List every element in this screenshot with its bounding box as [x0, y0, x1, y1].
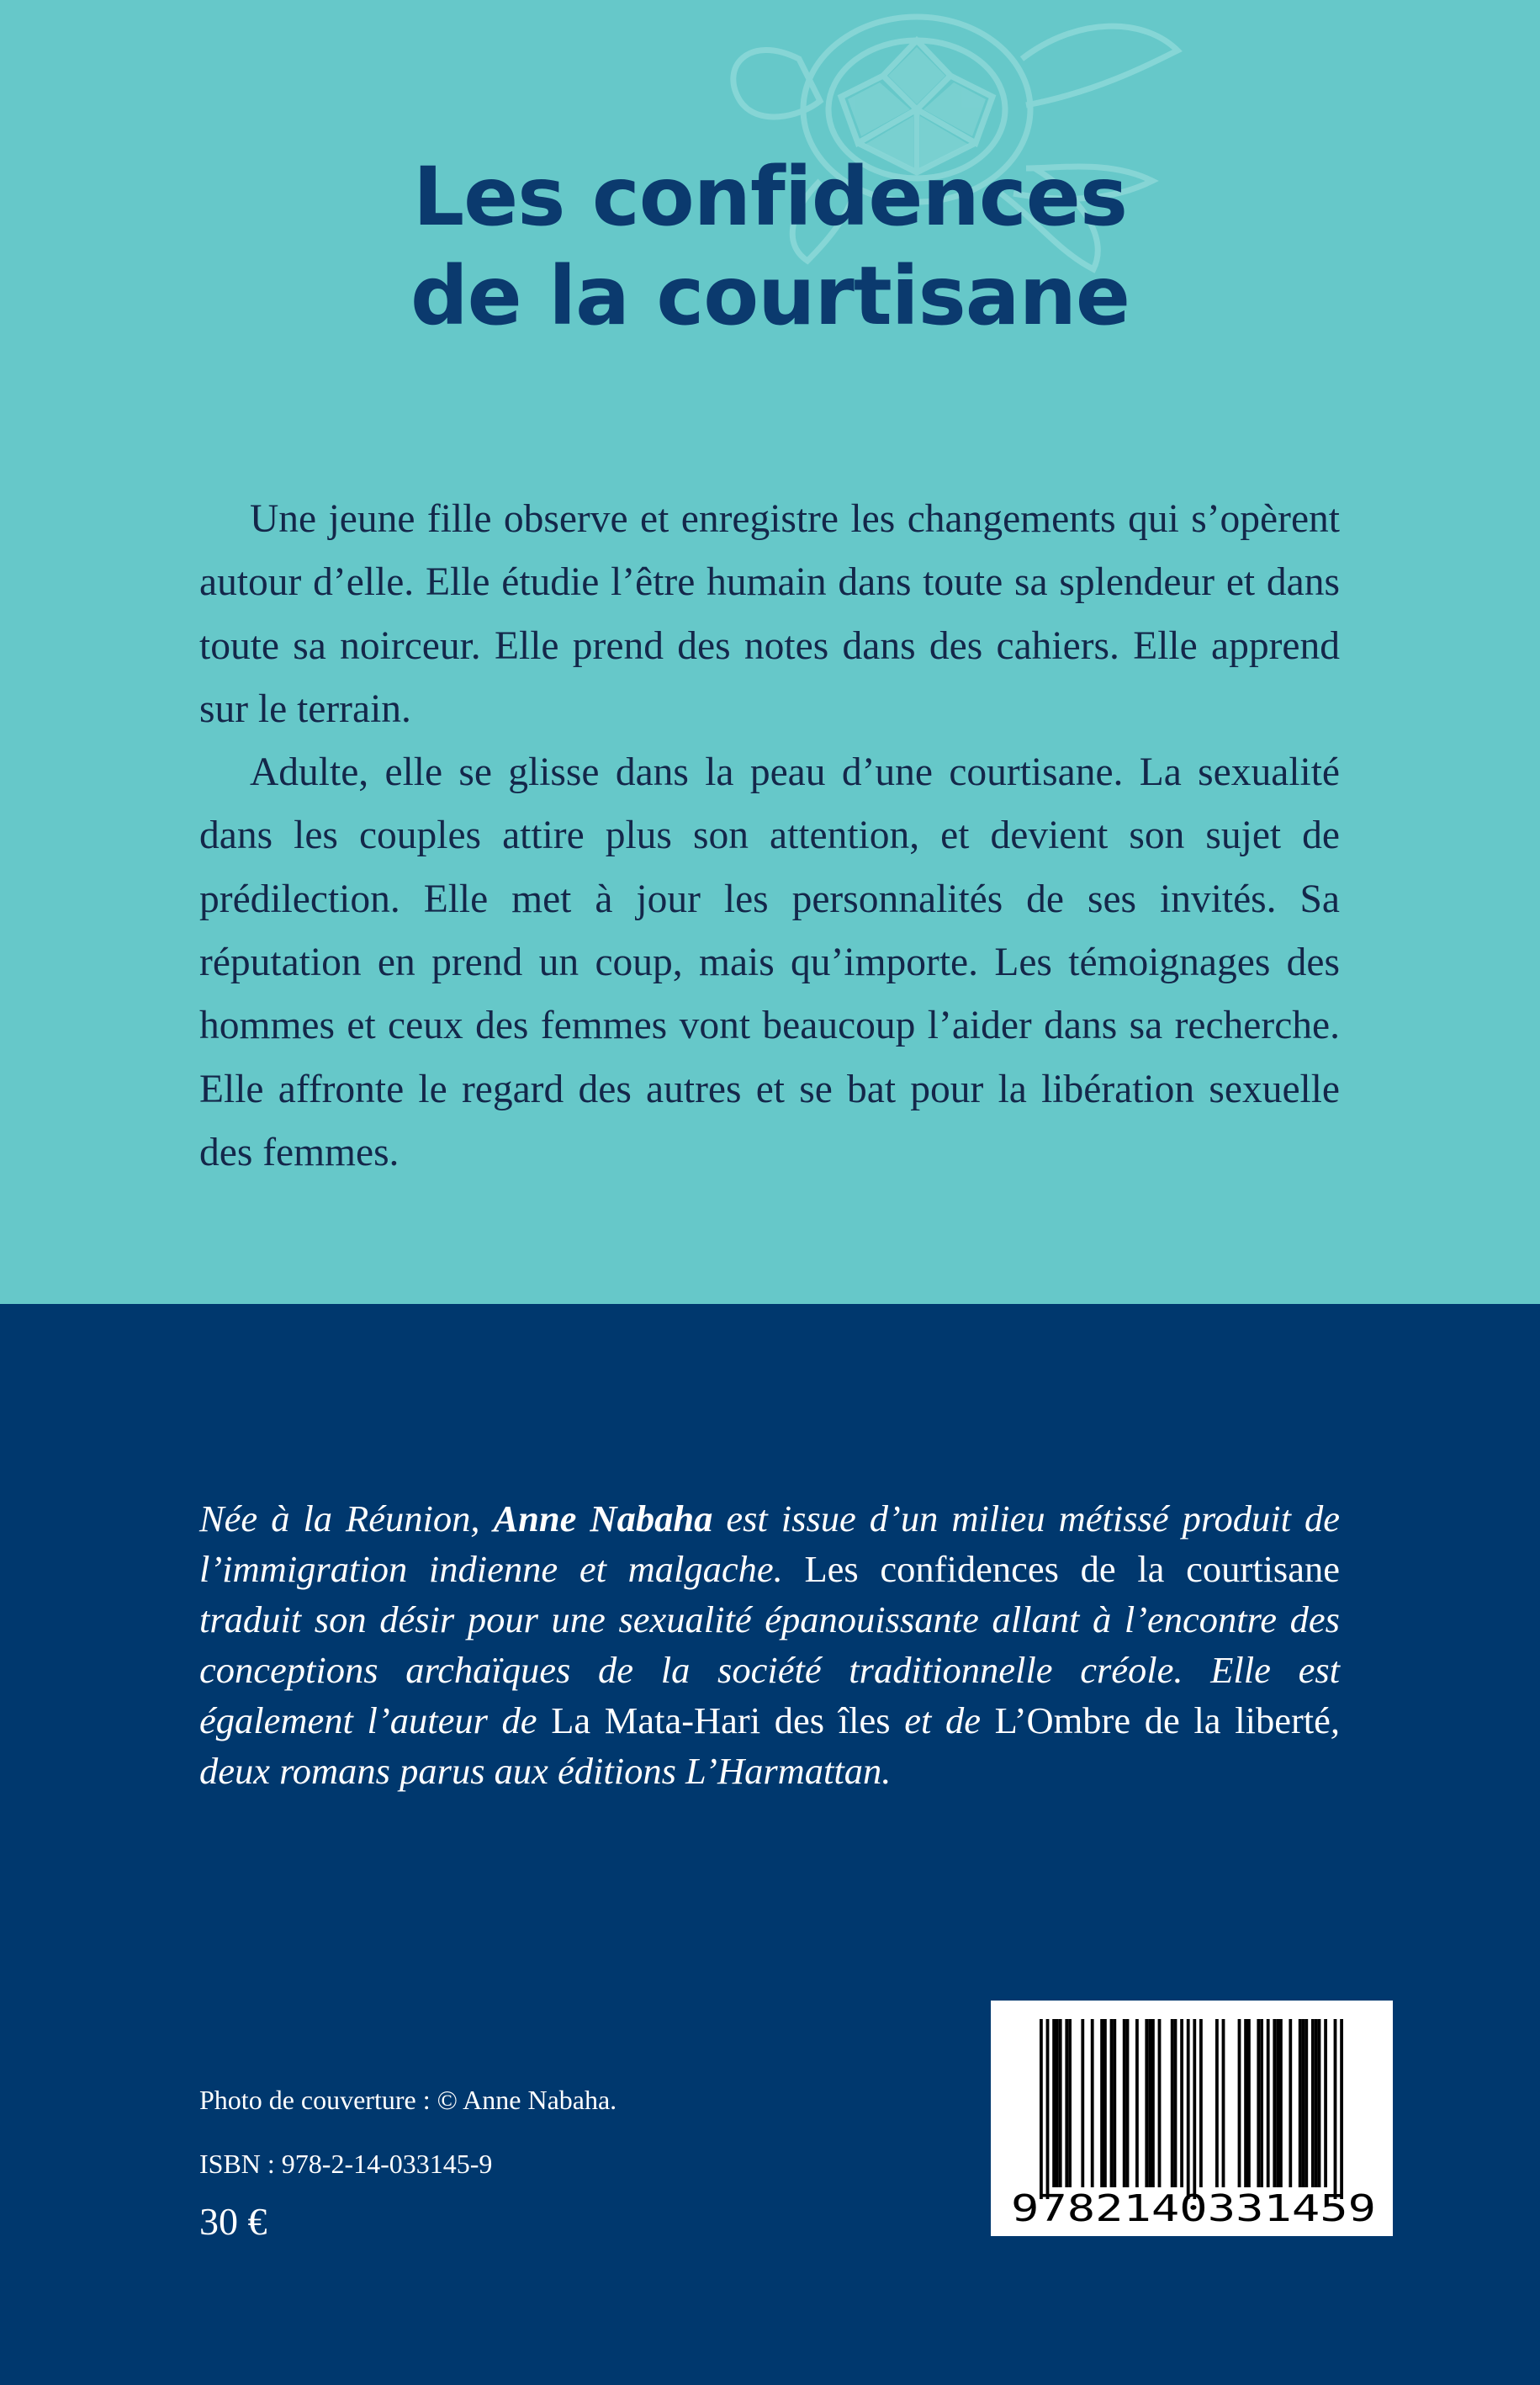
barcode-bar	[1100, 2019, 1103, 2187]
barcode-bar	[1222, 2019, 1225, 2187]
barcode-bar	[1040, 2019, 1043, 2199]
barcode-bar	[1273, 2019, 1276, 2187]
book-title-line-2: de la courtisane	[410, 249, 1130, 343]
barcode-bar	[1059, 2019, 1062, 2187]
barcode-bar	[1199, 2019, 1203, 2187]
barcode-bar	[1260, 2019, 1263, 2187]
barcode-bar	[1315, 2019, 1318, 2187]
barcode-bar	[1158, 2019, 1162, 2187]
barcode-bar	[1056, 2019, 1059, 2187]
barcode-bar	[1052, 2019, 1056, 2187]
barcode-bar	[1289, 2019, 1292, 2187]
barcode-bar	[1113, 2019, 1116, 2187]
barcode-bar	[1318, 2019, 1321, 2187]
barcode-bar	[1244, 2019, 1247, 2187]
barcode-bar	[1187, 2019, 1190, 2199]
bio-book-title: Les confidences de la courtisane	[804, 1548, 1340, 1590]
barcode-bars	[1040, 2019, 1343, 2199]
book-title-line-1: Les confidences	[412, 150, 1128, 244]
author-name: Anne Nabaha	[493, 1497, 713, 1540]
barcode	[991, 2001, 1393, 2236]
barcode-bar	[1279, 2019, 1283, 2187]
barcode-bar	[1103, 2019, 1107, 2187]
barcode-bar	[1126, 2019, 1130, 2187]
bio-text-1: Née à la Réunion,	[199, 1497, 494, 1540]
barcode-bar	[1123, 2019, 1126, 2187]
isbn: ISBN : 978-2-14-033145-9	[199, 2149, 493, 2179]
author-biography	[199, 1493, 1340, 1796]
barcode-bar	[1238, 2019, 1241, 2187]
barcode-bar	[1171, 2019, 1174, 2187]
bio-text-2: est issue d’un milieu métissé produit de l’immigration indienne et malgache.	[199, 1497, 1340, 1590]
bio-work-1: La Mata-Hari des îles	[551, 1699, 891, 1741]
barcode-graphic	[991, 2001, 1393, 2236]
barcode-bar	[1302, 2019, 1305, 2187]
summary-paragraph-2: Adulte, elle se glisse dans la peau d’une courtisane. La sexualité dans les couples attire plus son attention, et devient son sujet de prédilection. Elle met à jour les personnalités de ses invités. Sa réputation en prend un coup, mais qu’importe. Les témoignages des hommes et ceux des femmes vont beaucoup l’aider dans sa recherche. Elle affronte le regard des autres et se bat pour la libération sexuelle des femmes.	[199, 750, 1340, 1174]
photo-credit: Photo de couverture : © Anne Nabaha.	[199, 2085, 617, 2115]
book-summary	[199, 488, 1340, 1185]
barcode-bar	[1340, 2019, 1343, 2199]
bio-text-3: traduit son désir pour une sexualité épanouissante allant à l’encontre des conceptions archaïques de la société traditionnelle créole. Elle est également l’auteur de	[199, 1598, 1340, 1741]
barcode-bar	[1247, 2019, 1251, 2187]
barcode-bar	[1193, 2019, 1196, 2199]
barcode-bar	[1324, 2019, 1327, 2187]
barcode-bar	[1145, 2019, 1148, 2187]
barcode-bar	[1068, 2019, 1072, 2187]
bio-work-2: L’Ombre de la liberté	[994, 1699, 1331, 1741]
price: 30 €	[199, 2200, 267, 2243]
barcode-bar	[1311, 2019, 1315, 2187]
summary-paragraph-1: Une jeune fille observe et enregistre les changements qui s’opèrent autour d’elle. Elle étudie l’être humain dans toute sa splendeur et dans toute sa noirceur. Elle prend des notes dans des cahiers. Elle apprend sur le terrain.	[199, 497, 1340, 731]
barcode-bar	[1091, 2019, 1094, 2187]
barcode-bar	[1148, 2019, 1151, 2187]
bio-text-4: et de	[890, 1699, 995, 1741]
barcode-bar	[1151, 2019, 1155, 2187]
barcode-bar	[1081, 2019, 1084, 2187]
barcode-bar	[1174, 2019, 1177, 2187]
barcode-bar	[1065, 2019, 1068, 2187]
barcode-bar	[1110, 2019, 1114, 2187]
barcode-bar	[1135, 2019, 1139, 2187]
bio-text-5: , deux romans parus aux éditions L’Harmattan.	[199, 1699, 1340, 1792]
barcode-bar	[1215, 2019, 1219, 2187]
barcode-bar	[1305, 2019, 1308, 2187]
barcode-bar	[1299, 2019, 1302, 2187]
book-title	[0, 147, 1540, 346]
barcode-digits: 9782140331459	[1011, 2187, 1376, 2230]
barcode-bar	[1046, 2019, 1050, 2199]
barcode-bar	[1180, 2019, 1183, 2187]
barcode-bar	[1334, 2019, 1337, 2199]
barcode-bar	[1257, 2019, 1260, 2187]
barcode-bar	[1267, 2019, 1270, 2187]
barcode-bar	[1276, 2019, 1279, 2187]
